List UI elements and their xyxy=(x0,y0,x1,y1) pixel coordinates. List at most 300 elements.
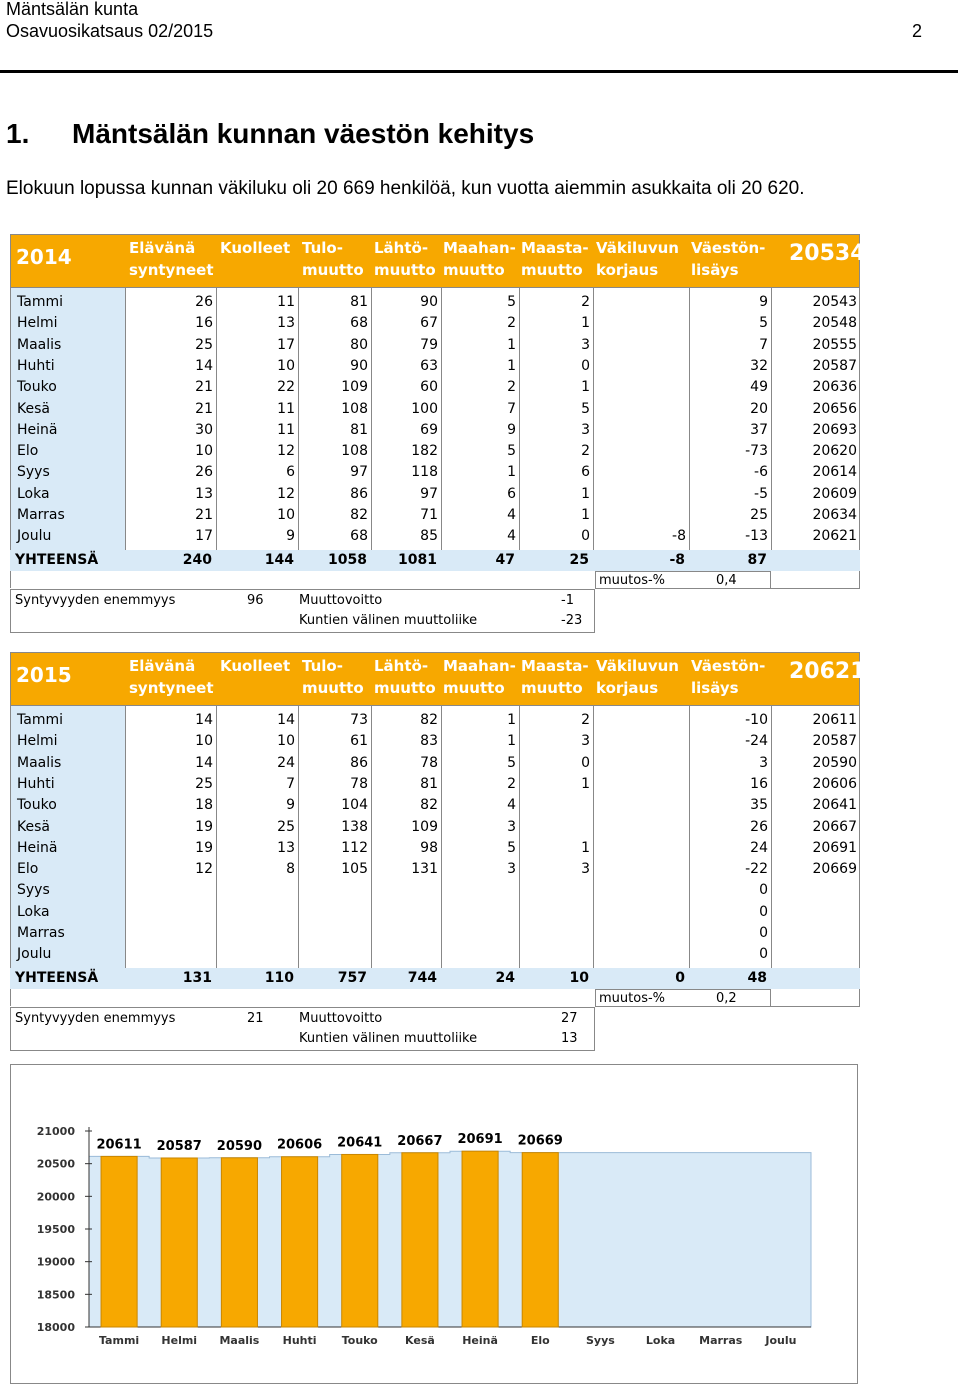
table-row xyxy=(11,313,861,334)
cell-value: 14 xyxy=(195,754,213,771)
cell-value: 16 xyxy=(195,315,213,332)
change-percent xyxy=(595,571,771,589)
cell-value: 32 xyxy=(750,357,768,374)
cell-value: 11 xyxy=(277,421,295,438)
cell-value: 20636 xyxy=(812,379,857,396)
cell-value: 3 xyxy=(759,754,768,771)
month-label: Helmi xyxy=(17,733,58,750)
section-number: 1. xyxy=(6,118,30,149)
cell-value: 49 xyxy=(750,379,768,396)
x-tick-label: Elo xyxy=(530,1334,550,1347)
cell-value: 20609 xyxy=(812,485,857,502)
bar-value-label: 20587 xyxy=(156,1138,202,1154)
cell-value: 14 xyxy=(195,357,213,374)
table-row xyxy=(11,399,861,420)
cell-value: 73 xyxy=(350,712,368,728)
migration-gain-label: Muuttovoitto xyxy=(299,1010,383,1026)
total-value: 131 xyxy=(182,969,212,986)
cell-value: 67 xyxy=(420,315,438,332)
migration-gain-label: Muuttovoitto xyxy=(299,592,383,608)
column-header: Kuolleet xyxy=(220,657,291,675)
cell-value: 10 xyxy=(195,733,213,750)
table-header xyxy=(10,234,866,288)
cell-value: 1 xyxy=(581,315,590,332)
month-label: Marras xyxy=(17,507,65,523)
page-header xyxy=(6,0,213,42)
table-row xyxy=(11,505,861,526)
bar-value-label: 20606 xyxy=(276,1137,323,1153)
cell-value: 30 xyxy=(195,421,213,438)
y-tick-label: 18000 xyxy=(36,1321,75,1334)
change-percent-value: 0,4 xyxy=(716,572,737,588)
table-row xyxy=(11,526,861,547)
intermunicipal-label: Kuntien välinen muuttoliike xyxy=(299,1030,478,1046)
cell-value: 100 xyxy=(411,400,438,417)
cell-value: 20691 xyxy=(812,839,857,856)
cell-value: 1 xyxy=(507,733,516,750)
cell-value: 21 xyxy=(195,379,213,396)
table-row xyxy=(11,817,861,838)
cell-value: 5 xyxy=(581,400,590,417)
cell-value: 3 xyxy=(581,861,590,878)
column-header: Väestön- lisäys xyxy=(691,657,766,697)
bar xyxy=(282,1157,318,1327)
month-label: Helmi xyxy=(17,315,58,332)
intermunicipal-value: 13 xyxy=(561,1030,578,1046)
cell-value: 63 xyxy=(420,357,438,374)
cell-value: 3 xyxy=(581,336,590,353)
cell-value: 3 xyxy=(507,818,516,835)
x-tick-label: Joulu xyxy=(765,1334,797,1347)
cell-value: 80 xyxy=(350,336,368,353)
cell-value: 11 xyxy=(277,294,295,310)
x-tick-label: Kesä xyxy=(405,1334,435,1347)
cell-value: 68 xyxy=(350,315,368,332)
table-year: 2014 xyxy=(16,245,72,269)
intermunicipal-value: -23 xyxy=(561,612,583,628)
table-row xyxy=(11,902,861,923)
cell-value: 3 xyxy=(581,421,590,438)
cell-value: 20555 xyxy=(812,336,857,353)
column-header: Tulo- muutto xyxy=(302,657,364,697)
cell-value: 5 xyxy=(507,443,516,460)
month-label: Joulu xyxy=(17,528,52,545)
month-label: Tammi xyxy=(17,712,63,728)
cell-value: 78 xyxy=(420,754,438,771)
cell-value: 17 xyxy=(195,528,213,545)
cell-value: 10 xyxy=(195,443,213,460)
total-label: YHTEENSÄ xyxy=(15,551,99,568)
cell-value: 26 xyxy=(195,294,213,310)
cell-value: 20614 xyxy=(812,464,857,481)
total-value: 48 xyxy=(747,969,767,986)
table-row xyxy=(11,944,861,965)
table-row xyxy=(11,710,861,731)
cell-value: 9 xyxy=(286,797,295,814)
header-rule xyxy=(0,70,958,73)
cell-value: 1 xyxy=(507,357,516,374)
column-header: Elävänä syntyneet xyxy=(129,657,214,697)
cell-value: 5 xyxy=(507,754,516,771)
cell-value: 109 xyxy=(341,379,368,396)
cell-value: -10 xyxy=(745,712,768,728)
bar-value-label: 20691 xyxy=(457,1132,503,1148)
cell-value: 0 xyxy=(759,946,768,963)
cell-value: 68 xyxy=(350,528,368,545)
cell-value: 97 xyxy=(420,485,438,502)
table-row xyxy=(11,795,861,816)
cell-value: 10 xyxy=(277,507,295,523)
cell-value: 13 xyxy=(277,839,295,856)
cell-value: 13 xyxy=(195,485,213,502)
column-header: Maahan- muutto xyxy=(443,239,516,279)
cell-value: 5 xyxy=(507,294,516,310)
total-value: -8 xyxy=(669,551,685,568)
table-row xyxy=(11,753,861,774)
cell-value: 81 xyxy=(350,294,368,310)
summary-box xyxy=(10,1007,595,1051)
cell-value: 1 xyxy=(507,464,516,481)
cell-value: 20621 xyxy=(812,528,857,545)
total-row xyxy=(10,550,860,571)
cell-value: 4 xyxy=(507,797,516,814)
table-row xyxy=(11,335,861,356)
cell-value: 2 xyxy=(507,315,516,332)
cell-value: 9 xyxy=(759,294,768,310)
cell-value: 9 xyxy=(286,528,295,545)
cell-value: 37 xyxy=(750,421,768,438)
table-header xyxy=(10,652,866,706)
cell-value: 26 xyxy=(750,818,768,835)
table-row xyxy=(11,441,861,462)
section-heading xyxy=(6,118,534,150)
cell-value: 2 xyxy=(507,775,516,792)
column-header: Maasta- muutto xyxy=(521,239,589,279)
total-value: 240 xyxy=(182,551,212,568)
cell-value: 17 xyxy=(277,336,295,353)
month-label: Marras xyxy=(17,925,65,941)
cell-value: 69 xyxy=(420,421,438,438)
cell-value: 2 xyxy=(507,379,516,396)
cell-value: 25 xyxy=(750,507,768,523)
cell-value: 1 xyxy=(581,775,590,792)
birth-surplus-value: 96 xyxy=(247,592,264,608)
chart-svg xyxy=(11,1065,857,1383)
cell-value: -22 xyxy=(745,861,768,878)
total-label: YHTEENSÄ xyxy=(15,969,99,986)
birth-surplus-label: Syntyvyyden enemmyys xyxy=(15,1010,176,1026)
cell-value: 2 xyxy=(581,443,590,460)
bar-value-label: 20641 xyxy=(337,1135,383,1151)
intermunicipal-label: Kuntien välinen muuttoliike xyxy=(299,612,478,628)
cell-value: 83 xyxy=(420,733,438,750)
x-tick-label: Heinä xyxy=(462,1334,498,1347)
cell-value: 9 xyxy=(507,421,516,438)
cell-value: 5 xyxy=(759,315,768,332)
total-value: 0 xyxy=(675,969,685,986)
month-label: Loka xyxy=(17,903,50,920)
cell-value: 90 xyxy=(350,357,368,374)
table-row xyxy=(11,462,861,483)
cell-value: 21 xyxy=(195,507,213,523)
cell-value: 19 xyxy=(195,839,213,856)
table-row xyxy=(11,774,861,795)
migration-gain-value: 27 xyxy=(561,1010,578,1026)
table-filler xyxy=(771,989,860,1007)
cell-value: 21 xyxy=(195,400,213,417)
cell-value: -13 xyxy=(745,528,768,545)
cell-value: 131 xyxy=(411,861,438,878)
total-value: 1058 xyxy=(328,551,367,568)
table-body xyxy=(10,288,860,588)
month-label: Touko xyxy=(17,797,57,814)
column-header: Elävänä syntyneet xyxy=(129,239,214,279)
month-label: Heinä xyxy=(17,839,58,856)
cell-value: 90 xyxy=(420,294,438,310)
change-percent-value: 0,2 xyxy=(716,990,737,1006)
month-label: Syys xyxy=(17,464,50,481)
cell-value: -6 xyxy=(754,464,768,481)
month-label: Kesä xyxy=(17,818,50,835)
cell-value: 20590 xyxy=(812,754,857,771)
cell-value: 16 xyxy=(750,775,768,792)
table-filler xyxy=(771,571,860,589)
cell-value: 20548 xyxy=(812,315,857,332)
total-value: 25 xyxy=(569,551,589,568)
table-row xyxy=(11,859,861,880)
population-chart xyxy=(10,1064,858,1384)
cell-value: 86 xyxy=(350,485,368,502)
total-row xyxy=(10,968,860,989)
column-header: Väkiluvun korjaus xyxy=(596,239,679,279)
bar-value-label: 20669 xyxy=(517,1133,563,1149)
intro-paragraph: Elokuun lopussa kunnan väkiluku oli 20 669 henkilöä, kun vuotta aiemmin asukkaita oli 20 620. xyxy=(6,178,805,199)
column-header: Tulo- muutto xyxy=(302,239,364,279)
table-row xyxy=(11,484,861,505)
cell-value: 78 xyxy=(350,775,368,792)
cell-value: 85 xyxy=(420,528,438,545)
start-population: 20534 xyxy=(789,241,866,266)
cell-value: 25 xyxy=(195,336,213,353)
x-tick-label: Huhti xyxy=(282,1334,317,1347)
cell-value: 14 xyxy=(195,712,213,728)
cell-value: 1 xyxy=(581,485,590,502)
month-label: Huhti xyxy=(17,775,55,792)
cell-value: 1 xyxy=(581,379,590,396)
cell-value: 20641 xyxy=(812,797,857,814)
cell-value: 0 xyxy=(759,925,768,941)
cell-value: 98 xyxy=(420,839,438,856)
cell-value: 61 xyxy=(350,733,368,750)
month-label: Tammi xyxy=(17,294,63,310)
table-row xyxy=(11,731,861,752)
cell-value: 1 xyxy=(581,839,590,856)
cell-value: 86 xyxy=(350,754,368,771)
x-tick-label: Tammi xyxy=(98,1334,140,1347)
column-header: Väestön- lisäys xyxy=(691,239,766,279)
cell-value: 0 xyxy=(581,754,590,771)
cell-value: 97 xyxy=(350,464,368,481)
cell-value: 6 xyxy=(507,485,516,502)
bar-value-label: 20611 xyxy=(96,1137,142,1153)
cell-value: 108 xyxy=(341,400,368,417)
y-tick-label: 20500 xyxy=(36,1157,75,1171)
cell-value: 20587 xyxy=(812,357,857,374)
total-value: 144 xyxy=(264,551,294,568)
cell-value: 7 xyxy=(759,336,768,353)
column-header: Kuolleet xyxy=(220,239,291,257)
month-label: Heinä xyxy=(17,421,58,438)
y-tick-label: 20000 xyxy=(36,1190,75,1204)
table-row xyxy=(11,356,861,377)
total-value: 744 xyxy=(407,969,437,986)
bar-value-label: 20590 xyxy=(216,1138,263,1154)
cell-value: 4 xyxy=(507,528,516,545)
cell-value: 112 xyxy=(341,839,368,856)
cell-value: 81 xyxy=(420,775,438,792)
cell-value: 35 xyxy=(750,797,768,814)
column-header: Lähtö- muutto xyxy=(374,657,436,697)
cell-value: 138 xyxy=(341,818,368,835)
cell-value: 0 xyxy=(759,903,768,920)
cell-value: 20587 xyxy=(812,733,857,750)
cell-value: 1 xyxy=(507,336,516,353)
cell-value: 60 xyxy=(420,379,438,396)
cell-value: 3 xyxy=(507,861,516,878)
cell-value: 71 xyxy=(420,507,438,523)
y-tick-label: 19500 xyxy=(36,1223,75,1236)
birth-surplus-label: Syntyvyyden enemmyys xyxy=(15,592,176,608)
cell-value: -8 xyxy=(672,528,686,545)
y-tick-label: 21000 xyxy=(36,1125,75,1138)
month-label: Elo xyxy=(17,443,39,460)
cell-value: 6 xyxy=(581,464,590,481)
birth-surplus-value: 21 xyxy=(247,1010,264,1026)
cell-value: 19 xyxy=(195,818,213,835)
page-number: 2 xyxy=(912,21,923,41)
month-label: Maalis xyxy=(17,336,62,353)
table-body xyxy=(10,706,860,1006)
table-row xyxy=(11,880,861,901)
bar xyxy=(462,1151,498,1327)
x-tick-label: Loka xyxy=(645,1334,676,1347)
table-row xyxy=(11,838,861,859)
cell-value: 6 xyxy=(286,464,295,481)
cell-value: 18 xyxy=(195,797,213,814)
report-name: Osavuosikatsaus 02/2015 xyxy=(6,21,214,41)
bar xyxy=(522,1153,558,1327)
cell-value: 20656 xyxy=(812,400,857,417)
org-name: Mäntsälän kunta xyxy=(6,0,139,19)
cell-value: 82 xyxy=(420,797,438,814)
month-label: Joulu xyxy=(17,946,52,963)
x-tick-label: Helmi xyxy=(161,1334,198,1347)
cell-value: 104 xyxy=(341,797,368,814)
migration-gain-value: -1 xyxy=(561,592,574,608)
table-row xyxy=(11,377,861,398)
column-header: Maasta- muutto xyxy=(521,657,589,697)
month-label: Kesä xyxy=(17,400,50,417)
cell-value: 105 xyxy=(341,861,368,878)
y-tick-label: 18500 xyxy=(36,1288,75,1302)
cell-value: 24 xyxy=(750,839,768,856)
cell-value: 2 xyxy=(581,712,590,728)
cell-value: 182 xyxy=(411,443,438,460)
cell-value: -24 xyxy=(745,733,768,750)
cell-value: 82 xyxy=(420,712,438,728)
cell-value: -5 xyxy=(754,485,768,502)
cell-value: 24 xyxy=(277,754,295,771)
total-value: 10 xyxy=(569,969,589,986)
month-label: Huhti xyxy=(17,357,55,374)
section-title: Mäntsälän kunnan väestön kehitys xyxy=(72,118,535,149)
bar-value-label: 20667 xyxy=(397,1133,443,1149)
x-tick-label: Syys xyxy=(586,1334,615,1347)
cell-value: 0 xyxy=(759,882,768,899)
cell-value: 20543 xyxy=(812,294,857,310)
cell-value: 12 xyxy=(195,861,213,878)
cell-value: 1 xyxy=(581,507,590,523)
cell-value: 7 xyxy=(507,400,516,417)
cell-value: 12 xyxy=(277,443,295,460)
cell-value: 20 xyxy=(750,400,768,417)
bar xyxy=(221,1158,257,1327)
cell-value: 13 xyxy=(277,315,295,332)
total-value: 87 xyxy=(747,551,767,568)
cell-value: 20693 xyxy=(812,421,857,438)
month-label: Elo xyxy=(17,861,39,878)
start-population: 20621 xyxy=(789,659,866,684)
total-value: 47 xyxy=(495,551,515,568)
table-row xyxy=(11,420,861,441)
column-header: Lähtö- muutto xyxy=(374,239,436,279)
cell-value: 11 xyxy=(277,400,295,417)
total-value: 24 xyxy=(495,969,515,986)
cell-value: 14 xyxy=(277,712,295,728)
cell-value: 2 xyxy=(581,294,590,310)
x-tick-label: Maalis xyxy=(219,1334,260,1347)
cell-value: 20634 xyxy=(812,507,857,523)
table-year: 2015 xyxy=(16,663,72,687)
change-percent-label: muutos-% xyxy=(599,990,666,1006)
change-percent xyxy=(595,989,771,1007)
bar xyxy=(161,1158,197,1327)
cell-value: 10 xyxy=(277,733,295,750)
table-row xyxy=(11,292,861,313)
month-label: Syys xyxy=(17,882,50,899)
cell-value: 22 xyxy=(277,379,295,396)
cell-value: 10 xyxy=(277,357,295,374)
cell-value: 20611 xyxy=(812,712,857,728)
x-tick-label: Touko xyxy=(341,1334,378,1347)
cell-value: 20606 xyxy=(812,775,857,792)
cell-value: 7 xyxy=(286,775,295,792)
total-value: 110 xyxy=(264,969,294,986)
cell-value: 25 xyxy=(195,775,213,792)
cell-value: 20669 xyxy=(812,861,857,878)
cell-value: 1 xyxy=(507,712,516,728)
column-header: Maahan- muutto xyxy=(443,657,516,697)
month-label: Touko xyxy=(17,379,57,396)
y-tick-label: 19000 xyxy=(36,1255,75,1269)
month-label: Maalis xyxy=(17,754,62,771)
cell-value: 82 xyxy=(350,507,368,523)
total-value: 757 xyxy=(337,969,367,986)
bar xyxy=(402,1153,438,1327)
cell-value: 3 xyxy=(581,733,590,750)
cell-value: 12 xyxy=(277,485,295,502)
cell-value: 8 xyxy=(286,861,295,878)
